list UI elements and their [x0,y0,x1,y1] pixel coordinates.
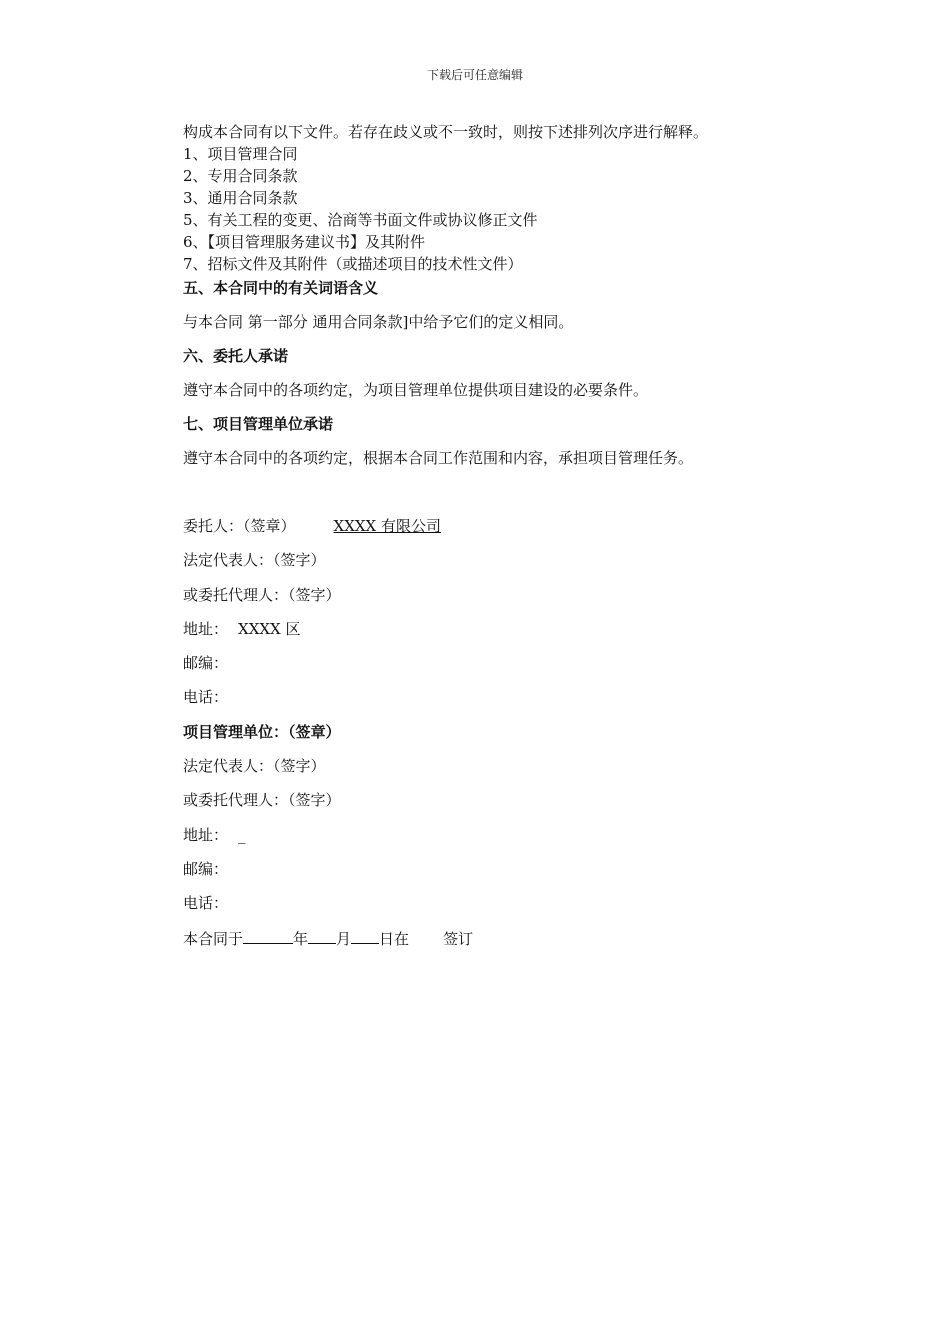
intro-text: 构成本合同有以下文件。若存在歧义或不一致时，则按下述排列次序进行解释。 [183,123,709,141]
section-heading-5: 五、本合同中的有关词语含义 [183,279,379,297]
client-address-line [183,618,803,652]
manager-phone: 电话： [183,894,229,913]
section-heading-6: 六、委托人承诺 [183,347,289,365]
doc-list-item: 3、通用合同条款 [183,189,298,207]
month-blank [308,927,336,944]
signing-prefix: 本合同于 [183,929,244,948]
client-company: XXXX 有限公司 [333,517,441,535]
client-legal-rep: 法定代表人：（签字） [183,551,326,570]
page-header: 下载后可任意编辑 [426,68,523,82]
doc-list-item: 2、专用合同条款 [183,167,298,185]
manager-address-line [183,824,803,858]
manager-address-value: _ [238,825,246,844]
section-body-6: 遵守本合同中的各项约定，为项目管理单位提供项目建设的必要条件。 [183,381,649,399]
signing-day: 日在 [379,929,410,948]
manager-address-label: 地址： [183,825,229,844]
client-address-value: XXXX 区 [238,619,301,638]
year-blank [243,927,293,944]
document-body [183,121,803,961]
doc-list-item: 6、【项目管理服务建议书】及其附件 [183,233,426,251]
manager-postcode: 邮编： [183,859,229,878]
signing-date-line [183,927,803,961]
signing-suffix: 签订 [443,929,474,948]
signing-month: 月 [336,929,352,948]
section-heading-7: 七、项目管理单位承诺 [183,415,334,433]
manager-legal-rep: 法定代表人：（签字） [183,757,326,776]
section-body-5: 与本合同 第一部分 通用合同条款]中给予它们的定义相同。 [183,313,574,331]
client-label: 委托人：（签章） [183,517,296,535]
client-address-label: 地址： [183,619,229,638]
manager-agent: 或委托代理人：（签字） [183,791,341,810]
doc-list-item: 5、有关工程的变更、洽商等书面文件或协议修正文件 [183,211,538,229]
signing-year: 年 [293,929,309,948]
section-body-7: 遵守本合同中的各项约定，根据本合同工作范围和内容，承担项目管理任务。 [183,449,694,467]
client-postcode: 邮编： [183,654,229,673]
client-phone: 电话： [183,688,229,707]
day-blank [351,927,379,944]
doc-list-item: 1、项目管理合同 [183,145,298,163]
manager-signature-line: 项目管理单位：（签章） [183,722,341,741]
doc-list-item: 7、招标文件及其附件（或描述项目的技术性文件） [183,255,523,273]
client-signature-line [183,515,803,549]
client-agent: 或委托代理人：（签字） [183,585,341,604]
